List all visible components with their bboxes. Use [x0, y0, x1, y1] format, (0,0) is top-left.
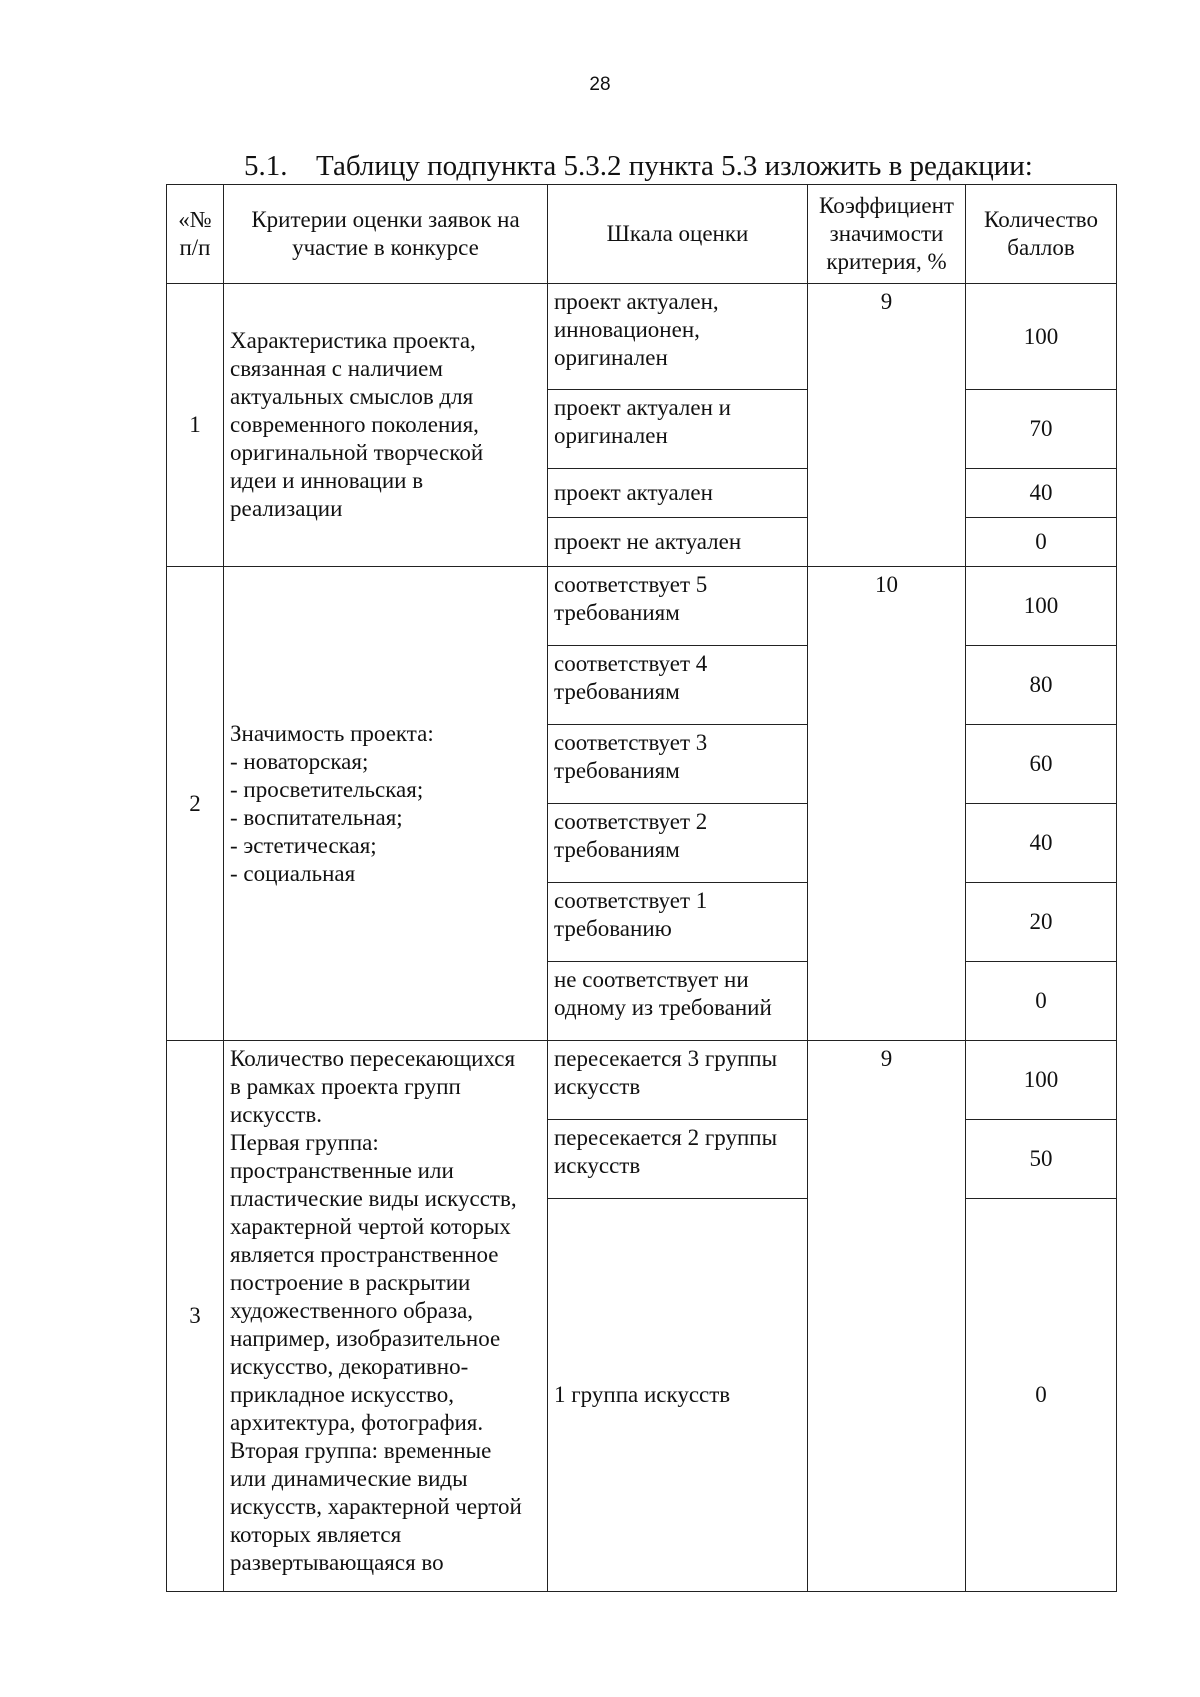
- criterion-text: Значимость проекта: - новаторская; - просветительская; - воспитательная; - эстетическая; - социальная: [224, 567, 548, 1041]
- scale-text: пересекается 3 группы искусств: [548, 1041, 808, 1120]
- header-criteria: Критерии оценки заявок на участие в конкурсе: [224, 185, 548, 284]
- table-row: [167, 284, 1117, 390]
- coefficient-value: 10: [808, 567, 966, 1041]
- page-number: 28: [589, 74, 611, 95]
- scale-text: пересекается 2 группы искусств: [548, 1120, 808, 1199]
- points-value: 0: [966, 962, 1117, 1041]
- criterion-text: Количество пересекающихся в рамках проекта групп искусств. Первая группа: пространственные или пластические виды искусств, характерной чертой которых является пространственное построение в раскрытии художественного образа, например, изобразительное искусство, декоративно- прикладное искусство, архитектура, фотография. Вторая группа: временные или динамические виды искусств, характерной чертой которых является развертывающаяся во: [224, 1041, 548, 1592]
- scale-text: проект актуален: [548, 469, 808, 518]
- header-row: [167, 185, 1117, 284]
- coefficient-value: 9: [808, 1041, 966, 1592]
- row-number: 3: [167, 1041, 224, 1592]
- scale-text: соответствует 5 требованиям: [548, 567, 808, 646]
- points-value: 0: [966, 518, 1117, 567]
- points-value: 20: [966, 883, 1117, 962]
- row-number: 2: [167, 567, 224, 1041]
- points-value: 80: [966, 646, 1117, 725]
- scale-text: соответствует 1 требованию: [548, 883, 808, 962]
- points-value: 40: [966, 469, 1117, 518]
- table-row: [167, 567, 1117, 646]
- points-value: 40: [966, 804, 1117, 883]
- table-row: [167, 1041, 1117, 1120]
- points-value: 100: [966, 1041, 1117, 1120]
- criteria-table: [166, 184, 1117, 1592]
- points-value: 50: [966, 1120, 1117, 1199]
- scale-text: проект не актуален: [548, 518, 808, 567]
- scale-text: 1 группа искусств: [548, 1199, 808, 1592]
- scale-text: соответствует 2 требованиям: [548, 804, 808, 883]
- scale-text: соответствует 3 требованиям: [548, 725, 808, 804]
- scale-text: проект актуален и оригинален: [548, 390, 808, 469]
- header-scale: Шкала оценки: [548, 185, 808, 284]
- header-coefficient: Коэффициент значимости критерия, %: [808, 185, 966, 284]
- points-value: 100: [966, 284, 1117, 390]
- header-points: Количество баллов: [966, 185, 1117, 284]
- section-heading: [244, 150, 1033, 183]
- row-number: 1: [167, 284, 224, 567]
- header-number: «№ п/п: [167, 185, 224, 284]
- scale-text: проект актуален, инновационен, оригинален: [548, 284, 808, 390]
- points-value: 60: [966, 725, 1117, 804]
- heading-number: 5.1.: [244, 150, 288, 182]
- scale-text: не соответствует ни одному из требований: [548, 962, 808, 1041]
- points-value: 0: [966, 1199, 1117, 1592]
- scale-text: соответствует 4 требованиям: [548, 646, 808, 725]
- heading-text: Таблицу подпункта 5.3.2 пункта 5.3 изложить в редакции:: [316, 150, 1033, 182]
- points-value: 100: [966, 567, 1117, 646]
- points-value: 70: [966, 390, 1117, 469]
- criterion-text: Характеристика проекта, связанная с наличием актуальных смыслов для современного поколения, оригинальной творческой идеи и инновации в реализации: [224, 284, 548, 567]
- coefficient-value: 9: [808, 284, 966, 567]
